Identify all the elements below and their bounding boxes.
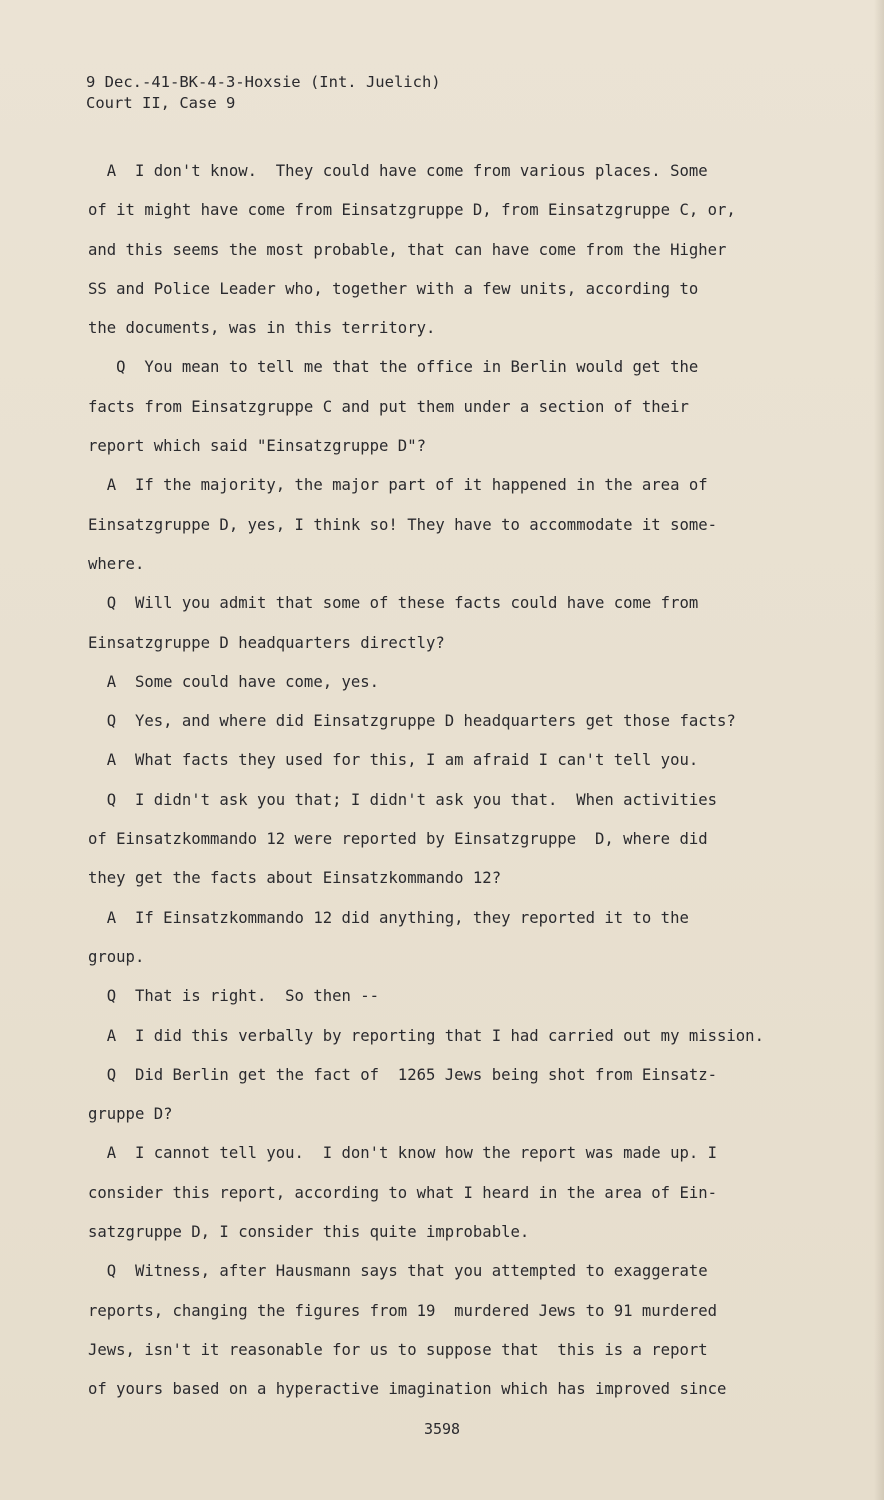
header-session-line: 9 Dec.-41-BK-4-3-Hoxsie (Int. Juelich) [86, 73, 441, 91]
transcript-line: they get the facts about Einsatzkommando 12? [88, 869, 502, 888]
transcript-line: report which said "Einsatzgruppe D"? [88, 437, 426, 456]
transcript-line: Q Witness, after Hausmann says that you attempted to exaggerate [88, 1262, 708, 1281]
transcript-line: group. [88, 947, 145, 966]
transcript-line: Q Will you admit that some of these facts could have come from [88, 594, 699, 613]
transcript-line: A If Einsatzkommando 12 did anything, they reported it to the [88, 908, 689, 927]
transcript-line: A I cannot tell you. I don't know how the report was made up. I [88, 1144, 718, 1163]
transcript-line: Einsatzgruppe D, yes, I think so! They have to accommodate it some- [88, 515, 718, 534]
transcript-line: A I did this verbally by reporting that I had carried out my mission. [88, 1026, 764, 1045]
transcript-line: and this seems the most probable, that can have come from the Higher [88, 240, 727, 259]
transcript-line: Q Yes, and where did Einsatzgruppe D headquarters get those facts? [88, 712, 736, 731]
transcript-line: A Some could have come, yes. [88, 672, 380, 691]
transcript-line: Q I didn't ask you that; I didn't ask you that. When activities [88, 790, 718, 809]
transcript-line: Q Did Berlin get the fact of 1265 Jews being shot from Einsatz- [88, 1065, 718, 1084]
transcript-line: Einsatzgruppe D headquarters directly? [88, 633, 445, 652]
transcript-line: reports, changing the figures from 19 murdered Jews to 91 murdered [88, 1301, 718, 1320]
transcript-line: consider this report, according to what I heard in the area of Ein- [88, 1183, 718, 1202]
transcript-line: of Einsatzkommando 12 were reported by Einsatzgruppe D, where did [88, 830, 708, 849]
transcript-line: A I don't know. They could have come from various places. Some [88, 162, 708, 180]
transcript-line: the documents, was in this territory. [88, 319, 436, 338]
transcript-line: Q You mean to tell me that the office in Berlin would get the [88, 358, 699, 377]
page-number: 3598 [423, 1420, 461, 1438]
transcript-line: facts from Einsatzgruppe C and put them under a section of their [88, 397, 689, 416]
page-edge-shadow [874, 0, 884, 1500]
document-header [86, 72, 441, 114]
transcript-line: of yours based on a hyperactive imagination which has improved since [88, 1380, 727, 1399]
transcript-line: satzgruppe D, I consider this quite improbable. [88, 1223, 530, 1242]
transcript-line: gruppe D? [88, 1105, 173, 1124]
header-court-line: Court II, Case 9 [86, 94, 236, 112]
transcript-line: Q That is right. So then -- [88, 987, 380, 1006]
transcript-line: of it might have come from Einsatzgruppe D, from Einsatzgruppe C, or, [88, 201, 736, 220]
transcript-line: Jews, isn't it reasonable for us to suppose that this is a report [88, 1340, 708, 1359]
transcript-line: SS and Police Leader who, together with a few units, according to [88, 279, 699, 298]
transcript-body [88, 162, 798, 1420]
transcript-line: A If the majority, the major part of it happened in the area of [88, 476, 708, 495]
transcript-line: where. [88, 554, 145, 573]
transcript-line: A What facts they used for this, I am afraid I can't tell you. [88, 751, 699, 770]
